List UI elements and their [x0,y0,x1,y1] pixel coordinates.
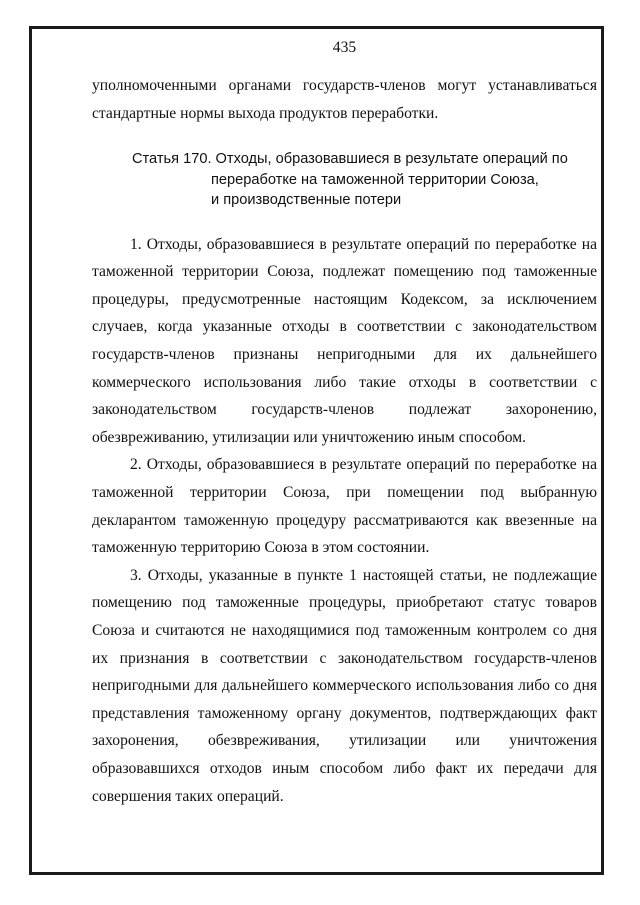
article-paragraph-3: 3. Отходы, указанные в пункте 1 настоящей статьи, не подлежащие помещению под таможенные процедуры, приобретают статус товаров Союза и считаются не находящимися под таможенным контролем со дня их признания в соответствии с законодательством государств-членов непригодными для дальнейшего коммерческого использования либо со дня представления таможенному органу документов, подтверждающих факт захоронения, обезвреживания, утилизации или уничтожения образовавшихся отходов иным способом либо факт их передачи для совершения таких операций. [92,566,597,805]
document-body [92,38,597,810]
article-paragraph-2: 2. Отходы, образовавшиеся в результате операций по переработке на таможенной территории Союза, при помещении под выбранную декларантом таможенную процедуру рассматриваются как ввезенные на таможенную территорию Союза в этом состоянии. [92,456,597,557]
intro-paragraph: уполномоченными органами государств-членов могут устанавливаться стандартные нормы выхода продуктов переработки. [92,77,597,122]
article-heading [132,149,637,211]
page-number: 435 [332,39,357,56]
article-heading-line: Статья 170. Отходы, образовавшиеся в результате операций по [132,151,568,168]
article-heading-line: переработке на таможенной территории Союза, [211,171,539,188]
article-paragraph-1: 1. Отходы, образовавшиеся в результате операций по переработке на таможенной территории Союза, подлежат помещению под таможенные процедуры, предусмотренные настоящим Кодексом, за исключением случаев, когда указанные отходы в соответствии с законодательством государств-членов признаны непригодными для их дальнейшего коммерческого использования либо такие отходы в соответствии с законодательством государств-членов подлежат захоронению, обезвреживанию, утилизации или уничтожению иным способом. [92,235,597,446]
article-heading-line: и производственные потери [211,192,402,209]
